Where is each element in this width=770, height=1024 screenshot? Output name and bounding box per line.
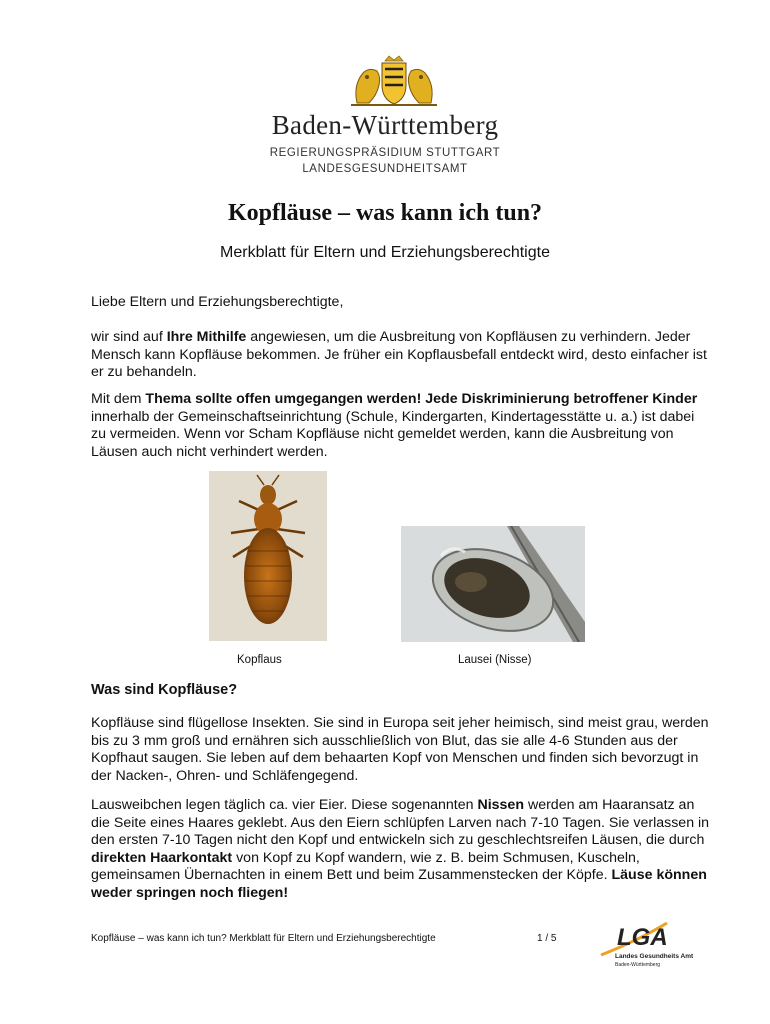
text-run: angewiesen, um die Ausbreitung von Kopfläusen zu verhindern. Jeder Mensch kann Kopfläuse bekommen. Je früher ein Kopflausbefall entdeckt wird, desto einfacher ist er zu behandeln. — [91, 329, 707, 380]
bold-text: Thema sollte offen umgegangen werden! Jede Diskriminierung betroffener Kinder — [145, 391, 698, 407]
authority-line-2: LANDESGESUNDHEITSAMT — [302, 163, 468, 175]
bold-text: Nissen — [477, 797, 524, 813]
svg-text:Baden-Württemberg: Baden-Württemberg — [615, 962, 661, 968]
svg-text:Landes Gesundheits Amt: Landes Gesundheits Amt — [615, 953, 694, 960]
text-run: werden am Haaransatz an die Seite eines Haares geklebt. Aus den Eiern schlüpfen Larven nach 7-10 Tagen. Sie verlassen in den ersten 7-10 Tagen nicht den Kopf und entwickeln sich zu geschlechtsreifen Läusen, die durch — [91, 797, 710, 848]
section-heading: Was sind Kopfläuse? — [91, 682, 238, 698]
text-run: Lausweibchen legen täglich ca. vier Eier. Diese sogenannten — [91, 797, 478, 813]
text-run: wir sind auf — [91, 329, 167, 345]
head-louse-photo — [209, 471, 327, 641]
footer-text: Kopfläuse – was kann ich tun? Merkblatt für Eltern und Erziehungsberechtigte — [91, 933, 436, 944]
discrimination-paragraph — [91, 391, 711, 461]
svg-text:LGA: LGA — [617, 924, 668, 951]
text-run: innerhalb der Gemeinschaftseinrichtung (Schule, Kindergarten, Kindertagesstätte u. a.) ist dabei zu vermeiden. Wenn vor Scham Kopfläuse nicht gemeldet werden, kann die Ausbreitung von Läusen auch nicht verhindert werden. — [91, 408, 695, 460]
text-run: von Kopf zu Kopf wandern, wie z. B. beim Schmusen, Kuscheln, gemeinsamen Übernachten in einem Bett und beim Zusammenstecken der Köpfe. — [91, 849, 640, 883]
page-subtitle: Merkblatt für Eltern und Erziehungsberechtigte — [220, 244, 550, 261]
greeting-paragraph: Liebe Eltern und Erziehungsberechtigte, — [91, 294, 344, 310]
authority-line-1: REGIERUNGSPRÄSIDIUM STUTTGART — [269, 147, 501, 159]
page-number: 1 / 5 — [537, 933, 557, 944]
intro-paragraph — [91, 329, 711, 382]
caption-head-louse: Kopflaus — [237, 654, 282, 666]
page-title: Kopfläuse – was kann ich tun? — [227, 200, 543, 226]
caption-louse-egg: Lausei (Nisse) — [458, 654, 532, 666]
bold-text: Ihre Mithilfe — [166, 329, 247, 345]
bold-text: direkten Haarkontakt — [91, 849, 233, 866]
bold-text: Läuse können weder springen noch fliegen! — [91, 867, 707, 901]
reproduction-paragraph — [91, 797, 711, 902]
coat-of-arms-icon — [347, 55, 441, 107]
state-name: Baden-Württemberg — [271, 110, 499, 140]
insect-description-paragraph: Kopfläuse sind flügellose Insekten. Sie sind in Europa seit jeher heimisch, sind meist grau, werden bis zu 3 mm groß und ernähren sich ausschließlich von Blut, das sie alle 4-6 Stunden aus der Kopfhaut saugen. Sie leben auf dem behaarten Kopf von Menschen und finden sich bevorzugt in der Nacken-, Ohren- und Schläfengegend. — [91, 715, 709, 784]
lga-logo-icon — [597, 915, 697, 970]
louse-egg-photo — [401, 526, 585, 642]
text-run: Mit dem — [91, 391, 146, 407]
